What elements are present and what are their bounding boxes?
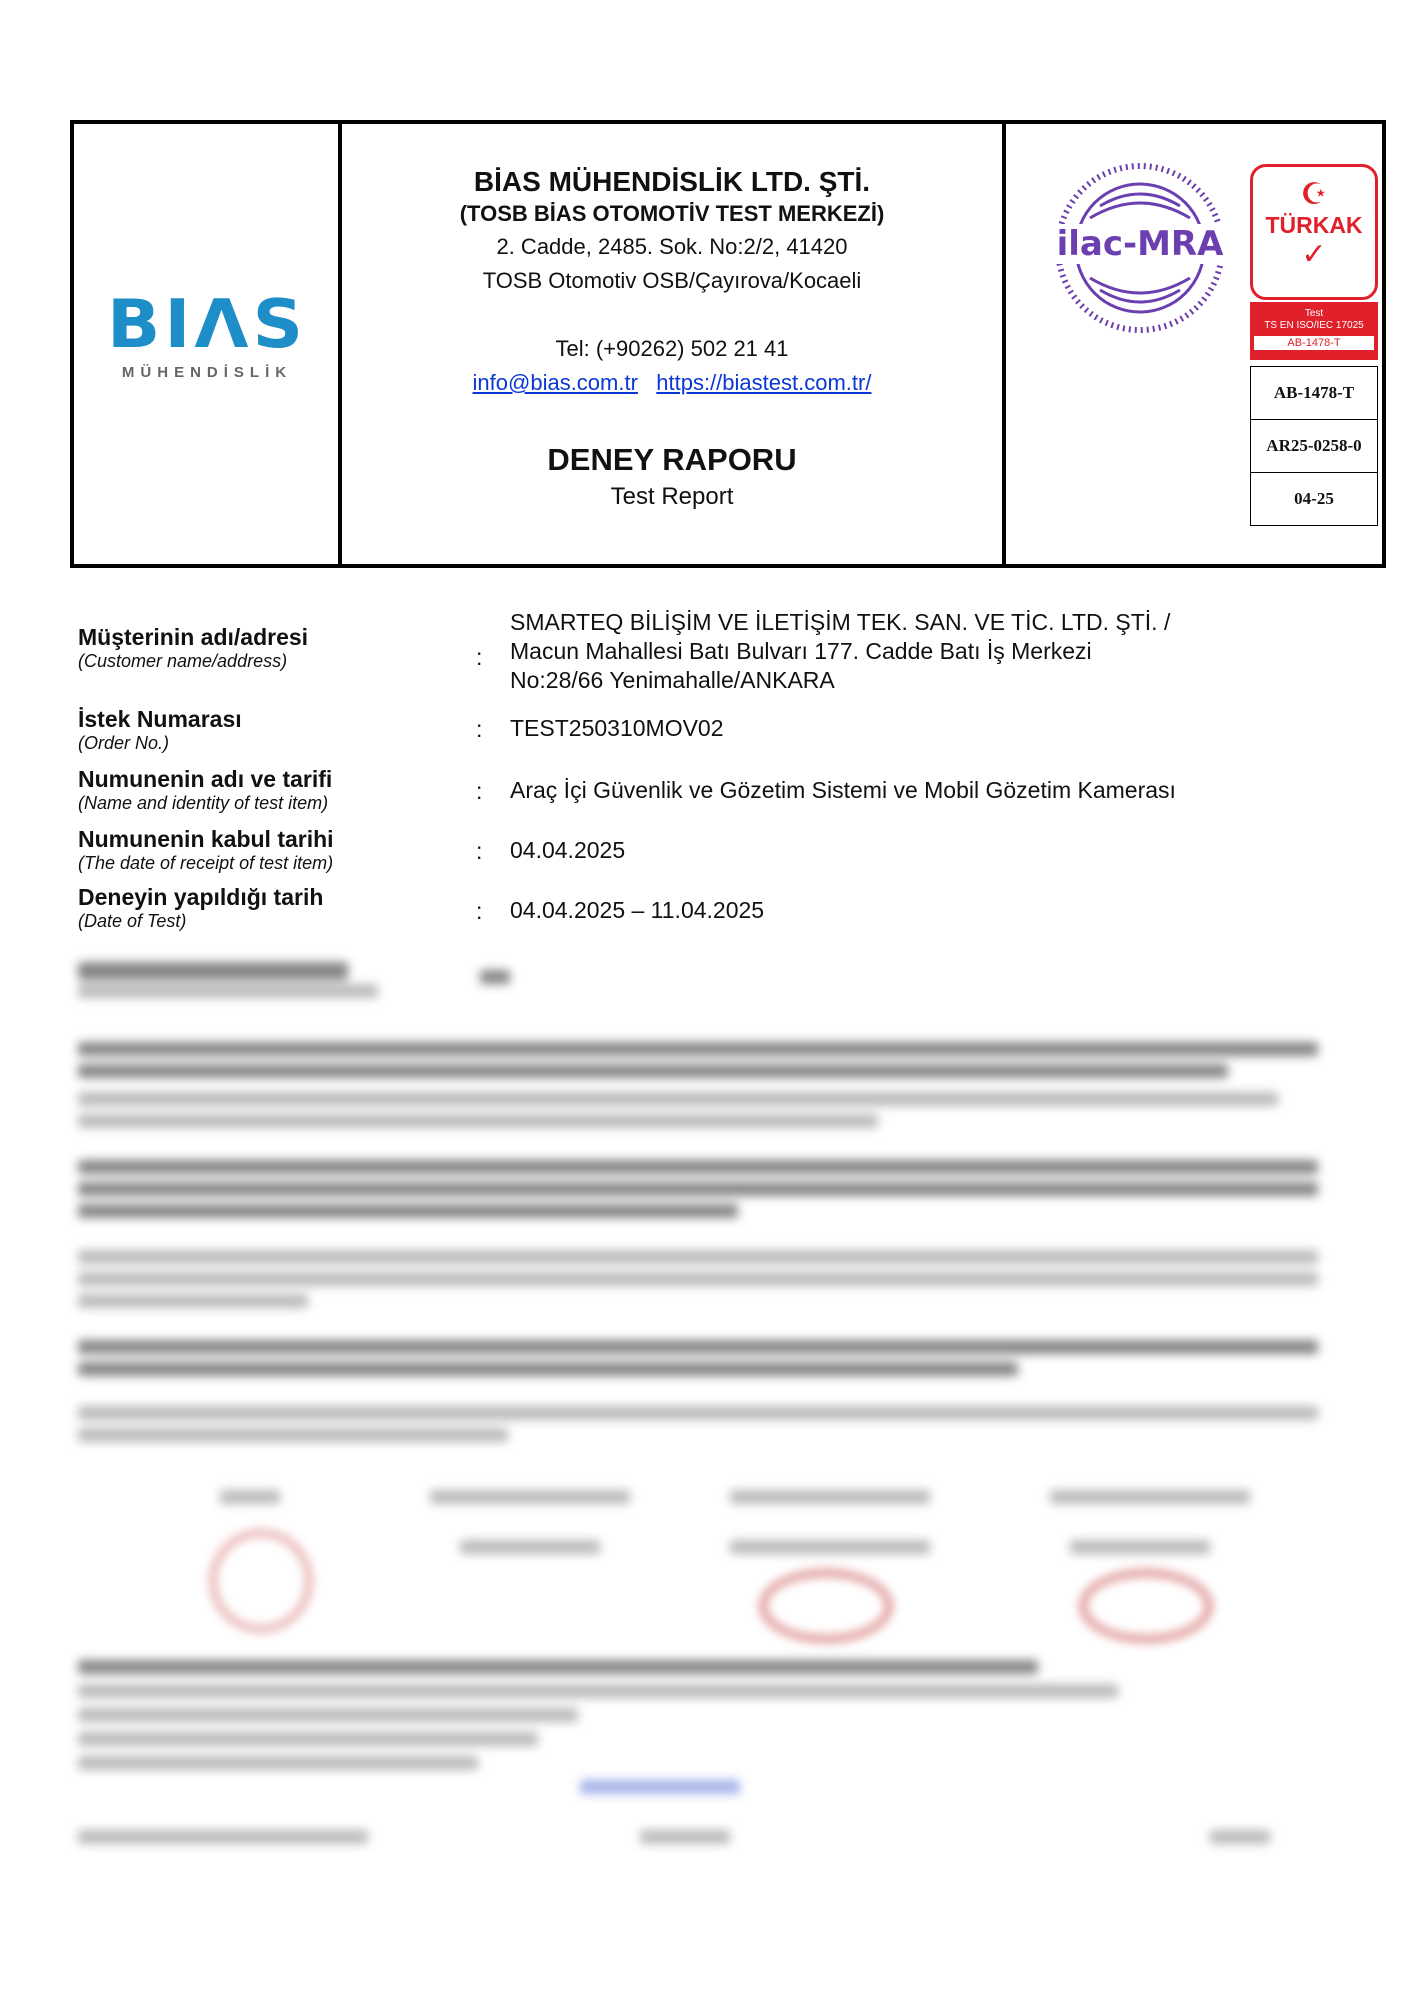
info-label: Numunenin kabul tarihi [78, 826, 334, 852]
accreditation-code: AB-1478-T [1251, 367, 1377, 420]
info-value-test-date: 04.04.2025 – 11.04.2025 [510, 897, 765, 923]
info-row-order [78, 706, 478, 754]
turkak-code-text: AB-1478-T [1254, 336, 1374, 350]
report-subtitle: Test Report [610, 483, 734, 510]
info-sublabel: (The date of receipt of test item) [78, 853, 334, 873]
turkak-test-text: Test [1304, 308, 1324, 319]
email-link[interactable]: info@bias.com.tr [472, 370, 638, 395]
turkak-std-text: TS EN ISO/IEC 17025 [1264, 320, 1364, 331]
ilac-label: ilac-MRA [1046, 224, 1234, 264]
info-value-item: Araç İçi Güvenlik ve Gözetim Sistemi ve Mobil Gözetim Kamerası [510, 777, 1176, 803]
info-row-customer [78, 624, 478, 672]
info-label: Deneyin yapıldığı tarih [78, 884, 324, 910]
address-line-1: 2. Cadde, 2485. Sok. No:2/2, 41420 [496, 234, 848, 259]
info-row-item [78, 766, 478, 814]
phone: Tel: (+90262) 502 21 41 [555, 336, 789, 361]
check-icon: ✓ [1301, 238, 1327, 271]
crescent-icon: ☪ [1300, 178, 1328, 211]
info-label: Müşterinin adı/adresi [78, 624, 309, 650]
report-codes [1250, 366, 1378, 526]
report-number: AR25-0258-0 [1251, 420, 1377, 473]
company-name: BİAS MÜHENDİSLİK LTD. ŞTİ. [473, 166, 871, 197]
header-center [342, 124, 1002, 564]
info-colon: : [476, 898, 483, 924]
info-sublabel: (Name and identity of test item) [78, 793, 329, 813]
company-subname: (TOSB BİAS OTOMOTİV TEST MERKEZİ) [459, 201, 885, 226]
info-value-line: No:28/66 Yenimahalle/ANKARA [510, 667, 835, 693]
info-value-line: Macun Mahallesi Batı Bulvarı 177. Cadde Batı İş Merkezi [510, 638, 1092, 664]
turkak-logo [1250, 164, 1378, 300]
blurred-content [70, 950, 1370, 1890]
info-row-receipt [78, 826, 478, 874]
ilac-mra-seal [1050, 158, 1230, 338]
info-label: İstek Numarası [78, 706, 242, 732]
info-value-order: TEST250310MOV02 [510, 715, 724, 741]
report-info [78, 610, 1378, 940]
info-label: Numunenin adı ve tarifi [78, 766, 333, 792]
info-value-line: SMARTEQ BİLİŞİM VE İLETİŞİM TEK. SAN. VE TİC. LTD. ŞTİ. / [510, 609, 1171, 635]
logo-mark: ΒΙΛS [107, 285, 307, 363]
turkak-label: TÜRKAK [1265, 212, 1363, 238]
contact-links [342, 366, 1002, 400]
company-logo [102, 286, 312, 381]
report-title: DENEY RAPORU [547, 442, 797, 477]
address-line-2: TOSB Otomotiv OSB/Çayırova/Kocaeli [482, 268, 862, 293]
info-sublabel: (Customer name/address) [78, 651, 288, 671]
report-date-code: 04-25 [1294, 489, 1334, 508]
info-sublabel: (Date of Test) [78, 911, 187, 931]
info-value-customer [510, 608, 1370, 695]
info-colon: : [476, 838, 483, 864]
info-sublabel: (Order No.) [78, 733, 170, 753]
info-colon: : [476, 644, 483, 670]
info-colon: : [476, 778, 483, 804]
logo-subtitle: MÜHENDİSLİK [121, 364, 293, 381]
info-value-receipt: 04.04.2025 [510, 837, 626, 863]
accreditation-cell [1006, 124, 1382, 564]
info-row-test-date [78, 884, 478, 932]
report-header [70, 120, 1386, 568]
logo-cell [74, 124, 338, 564]
turkak-standard-badge [1250, 302, 1378, 360]
info-colon: : [476, 716, 483, 742]
website-link[interactable]: https://biastest.com.tr/ [656, 370, 872, 395]
